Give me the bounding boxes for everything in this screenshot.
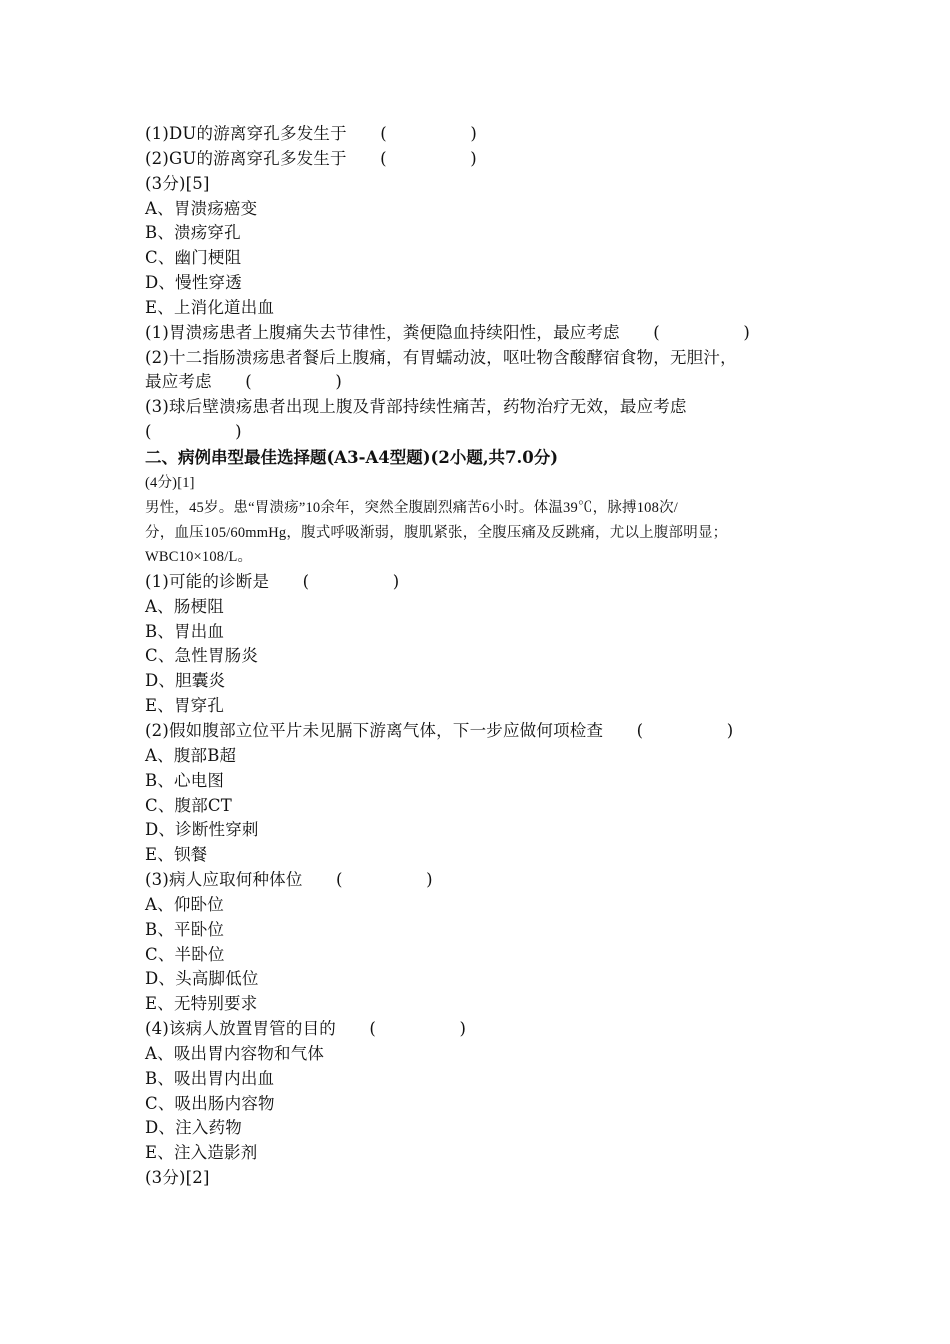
option-b: B、胃出血 xyxy=(145,621,225,641)
case-text-line: 男性，45岁。患“胃溃疡”10余年，突然全腹剧烈痛苦6小时。体温39℃，脉搏108次/ xyxy=(145,499,678,516)
question-line: (3)球后壁溃疡患者出现上腹及背部持续性痛苦，药物治疗无效，最应考虑 xyxy=(145,397,687,417)
option-d: D、诊断性穿刺 xyxy=(145,820,259,840)
option-c: C、腹部CT xyxy=(145,795,232,815)
case-text-line: 分，血压105/60mmHg，腹式呼吸渐弱，腹肌紧张，全腹压痛及反跳痛，尤以上腹部明显； xyxy=(145,524,728,541)
option-a: A、腹部B超 xyxy=(145,745,237,765)
question-line-continued: ( ) xyxy=(145,422,242,442)
question-line: (2)GU的游离穿孔多发生于 ( ) xyxy=(145,148,477,168)
option-e: E、注入造影剂 xyxy=(145,1143,258,1163)
option-d: D、注入药物 xyxy=(145,1118,242,1138)
question-line: (1)胃溃疡患者上腹痛失去节律性，粪便隐血持续阳性，最应考虑 ( ) xyxy=(145,322,751,342)
option-a: A、吸出胃内容物和气体 xyxy=(145,1043,325,1063)
option-c: C、幽门梗阻 xyxy=(145,248,242,268)
score-line: (4分)[1] xyxy=(145,474,195,491)
question-line: (2)十二指肠溃疡患者餐后上腹痛，有胃蠕动波，呕吐物含酸酵宿食物，无胆汁， xyxy=(145,347,737,367)
option-c: C、半卧位 xyxy=(145,944,225,964)
option-d: D、胆囊炎 xyxy=(145,671,226,691)
option-d: D、慢性穿透 xyxy=(145,273,242,293)
option-a: A、肠梗阻 xyxy=(145,596,224,616)
case-text-line: WBC10×108/L。 xyxy=(145,549,253,566)
document-page xyxy=(145,122,835,1191)
section-heading: 二、病例串型最佳选择题(A3-A4型题)(2小题,共7.0分) xyxy=(145,447,559,467)
option-b: B、平卧位 xyxy=(145,919,225,939)
question-line: (3)病人应取何种体位 ( ) xyxy=(145,870,433,890)
option-a: A、胃溃疡癌变 xyxy=(145,198,258,218)
question-line: (2)假如腹部立位平片未见膈下游离气体，下一步应做何项检查 ( ) xyxy=(145,720,734,740)
option-b: B、溃疡穿孔 xyxy=(145,223,241,243)
score-line: (3分)[5] xyxy=(145,173,210,193)
option-c: C、急性胃肠炎 xyxy=(145,646,259,666)
question-line-continued: 最应考虑 ( ) xyxy=(145,372,342,392)
option-b: B、心电图 xyxy=(145,770,225,790)
question-line: (4)该病人放置胃管的目的 ( ) xyxy=(145,1019,467,1039)
option-d: D、头高脚低位 xyxy=(145,969,259,989)
option-e: E、无特别要求 xyxy=(145,994,258,1014)
score-line: (3分)[2] xyxy=(145,1168,210,1188)
option-e: E、上消化道出血 xyxy=(145,297,275,317)
option-a: A、仰卧位 xyxy=(145,894,224,914)
option-e: E、钡餐 xyxy=(145,845,208,865)
case-description xyxy=(145,496,835,570)
option-c: C、吸出肠内容物 xyxy=(145,1093,275,1113)
option-b: B、吸出胃内出血 xyxy=(145,1068,275,1088)
question-block-1 xyxy=(145,122,835,445)
question-line: (1)可能的诊断是 ( ) xyxy=(145,571,400,591)
question-block-2 xyxy=(145,570,835,1191)
option-e: E、胃穿孔 xyxy=(145,696,225,716)
question-line: (1)DU的游离穿孔多发生于 ( ) xyxy=(145,124,477,143)
